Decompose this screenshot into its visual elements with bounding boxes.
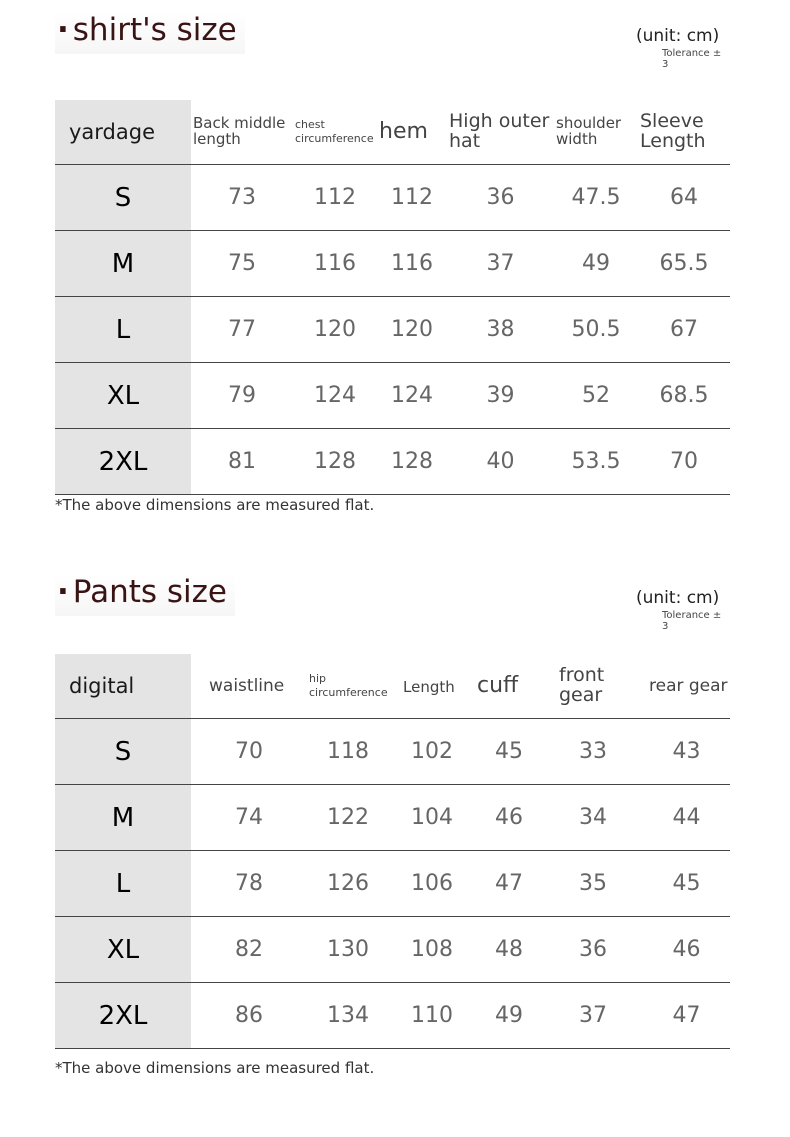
table-cell: 37 [543, 983, 643, 1049]
table-cell: 49 [475, 983, 543, 1049]
table-cell: 40 [447, 429, 554, 495]
table-cell: 104 [389, 785, 475, 851]
table-cell: 120 [377, 297, 447, 363]
size-label: 2XL [55, 429, 191, 495]
table-cell: 79 [191, 363, 293, 429]
table-cell: 86 [191, 983, 307, 1049]
size-label: L [55, 851, 191, 917]
table-cell: 73 [191, 165, 293, 231]
table-row [55, 983, 730, 1049]
header-cell: Sleeve Length [638, 100, 730, 165]
table-row [55, 917, 730, 983]
tolerance-label: Tolerance ± 3 [662, 48, 722, 70]
table-cell: 37 [447, 231, 554, 297]
header-cell: yardage [55, 100, 191, 165]
table-cell: 47.5 [554, 165, 638, 231]
table-row [55, 165, 730, 231]
table-row [55, 429, 730, 495]
footnote: *The above dimensions are measured flat. [55, 496, 375, 514]
table-cell: 46 [643, 917, 730, 983]
header-cell: rear gear [643, 654, 730, 719]
size-label: S [55, 165, 191, 231]
header-cell: Back middle length [191, 100, 293, 165]
table-cell: 128 [377, 429, 447, 495]
unit-label: (unit: cm) [636, 588, 720, 608]
header-cell: digital [55, 654, 191, 719]
header-cell: waistline [191, 654, 307, 719]
size-label: 2XL [55, 983, 191, 1049]
table-cell: 110 [389, 983, 475, 1049]
table-cell: 82 [191, 917, 307, 983]
table-cell: 134 [307, 983, 389, 1049]
table-cell: 116 [293, 231, 377, 297]
section-title: · Pants size [55, 574, 235, 616]
size-label: L [55, 297, 191, 363]
table-cell: 102 [389, 719, 475, 785]
table-cell: 53.5 [554, 429, 638, 495]
table-row [55, 719, 730, 785]
table-cell: 50.5 [554, 297, 638, 363]
table-row [55, 851, 730, 917]
header-cell: hip circumference [307, 654, 389, 719]
table-cell: 45 [643, 851, 730, 917]
table-cell: 70 [638, 429, 730, 495]
table-cell: 64 [638, 165, 730, 231]
table-cell: 75 [191, 231, 293, 297]
size-label: XL [55, 917, 191, 983]
table-row [55, 785, 730, 851]
header-row [55, 100, 730, 165]
table-cell: 38 [447, 297, 554, 363]
table-cell: 48 [475, 917, 543, 983]
table-cell: 77 [191, 297, 293, 363]
table-cell: 52 [554, 363, 638, 429]
footnote: *The above dimensions are measured flat. [55, 1059, 375, 1077]
table-cell: 44 [643, 785, 730, 851]
table-row [55, 363, 730, 429]
table-cell: 36 [543, 917, 643, 983]
table-cell: 126 [307, 851, 389, 917]
table-cell: 128 [293, 429, 377, 495]
table-row [55, 297, 730, 363]
table-cell: 106 [389, 851, 475, 917]
table-cell: 68.5 [638, 363, 730, 429]
table-cell: 78 [191, 851, 307, 917]
header-cell: High outer hat [447, 100, 554, 165]
header-cell: shoulder width [554, 100, 638, 165]
size-label: S [55, 719, 191, 785]
size-table [55, 100, 730, 495]
table-cell: 130 [307, 917, 389, 983]
table-cell: 43 [643, 719, 730, 785]
table-cell: 81 [191, 429, 293, 495]
table-cell: 74 [191, 785, 307, 851]
table-cell: 116 [377, 231, 447, 297]
table-cell: 112 [377, 165, 447, 231]
unit-label: (unit: cm) [636, 26, 720, 46]
section-title: · shirt's size [55, 12, 245, 54]
tolerance-label: Tolerance ± 3 [662, 610, 722, 632]
table-cell: 67 [638, 297, 730, 363]
table-cell: 47 [643, 983, 730, 1049]
table-cell: 122 [307, 785, 389, 851]
table-cell: 39 [447, 363, 554, 429]
table-cell: 34 [543, 785, 643, 851]
table-cell: 124 [293, 363, 377, 429]
section-title-text: shirt's size [72, 12, 237, 48]
header-cell: front gear [543, 654, 643, 719]
header-cell: hem [377, 100, 447, 165]
header-row [55, 654, 730, 719]
size-table [55, 654, 730, 1049]
table-cell: 35 [543, 851, 643, 917]
table-row [55, 231, 730, 297]
header-cell: Length [389, 654, 475, 719]
table-cell: 70 [191, 719, 307, 785]
table-cell: 124 [377, 363, 447, 429]
table-cell: 45 [475, 719, 543, 785]
size-label: M [55, 785, 191, 851]
table-cell: 36 [447, 165, 554, 231]
table-cell: 47 [475, 851, 543, 917]
table-cell: 108 [389, 917, 475, 983]
section-title-text: Pants size [72, 574, 227, 610]
table-cell: 49 [554, 231, 638, 297]
table-cell: 46 [475, 785, 543, 851]
header-cell: cuff [475, 654, 543, 719]
size-label: XL [55, 363, 191, 429]
size-label: M [55, 231, 191, 297]
table-cell: 65.5 [638, 231, 730, 297]
table-cell: 33 [543, 719, 643, 785]
table-cell: 112 [293, 165, 377, 231]
table-cell: 120 [293, 297, 377, 363]
header-cell: chest circumference [293, 100, 377, 165]
table-cell: 118 [307, 719, 389, 785]
